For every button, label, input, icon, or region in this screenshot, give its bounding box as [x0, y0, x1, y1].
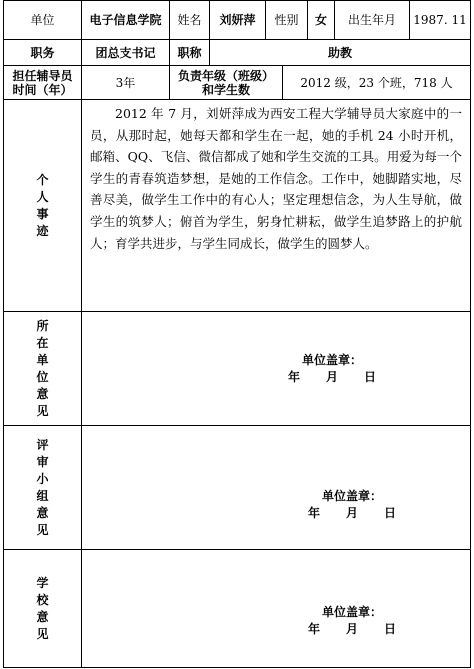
label-char: 见 [36, 626, 49, 641]
name-label [169, 0, 209, 40]
stamp-label: 单位盖章： [321, 489, 382, 503]
label-char: 所 [36, 318, 49, 333]
deeds-body [81, 100, 471, 312]
school-opinion-label [3, 550, 81, 668]
grade-value-text: 2012 级，23 个班，718 人 [300, 76, 453, 90]
grade-label [169, 66, 282, 100]
label-char: 个 [36, 172, 49, 187]
name-value [209, 0, 265, 40]
name-value-text: 刘妍萍 [219, 13, 256, 27]
title-label [169, 40, 209, 66]
panel-opinion-body [81, 426, 471, 550]
school-opinion-body [81, 550, 471, 668]
tenure-label-text: 担任辅导员时间（年） [12, 68, 73, 97]
unit-label-text: 单位 [30, 13, 55, 27]
label-char: 迹 [36, 223, 49, 238]
tenure-value [81, 66, 169, 100]
label-char: 组 [36, 488, 49, 503]
label-char: 小 [36, 471, 49, 486]
label-char: 学 [36, 575, 49, 590]
label-char: 评 [36, 437, 49, 452]
gender-value [307, 0, 334, 40]
deeds-text: 2012 年 7 月，刘妍萍成为西安工程大学辅导员大家庭中的一员，从那时起，她每天都和学生在一起，她的手机 24 小时开机，邮箱、QQ、飞信、微信都成了她和学生交流的工具。用爱为每一个学生的青春筑造梦想，是她的工作信念。工作中，她脚踏实地，尽善尽美，做学生工作中的有心人；坚定理想信念，为人生导航，做学生的筑梦人；俯首为学生，躬身忙耕耘，做学生追梦路上的护航人；育学共进步，与学生同成长，做学生的圆梦人。 [90, 106, 462, 251]
year-label: 年 [307, 622, 320, 636]
label-char: 人 [36, 189, 49, 204]
label-char: 意 [36, 386, 49, 401]
duty-label [3, 40, 81, 66]
stamp-label: 单位盖章： [301, 353, 362, 367]
unit-value-text: 电子信息学院 [89, 13, 162, 27]
day-label: 日 [384, 622, 397, 636]
label-char: 在 [36, 335, 49, 350]
label-char: 见 [36, 403, 49, 418]
label-char: 意 [36, 505, 49, 520]
label-char: 位 [36, 369, 49, 384]
unit-label [3, 0, 81, 40]
label-char: 意 [36, 609, 49, 624]
tenure-label [3, 66, 81, 100]
gender-label-text: 性别 [274, 13, 299, 27]
tenure-value-text: 3年 [115, 76, 136, 90]
stamp-label: 单位盖章： [321, 605, 382, 619]
duty-label-text: 职务 [30, 45, 55, 60]
day-label: 日 [384, 506, 397, 520]
panel-opinion-label [3, 426, 81, 550]
birth-label-text: 出生年月 [347, 13, 396, 27]
unit-opinion-body [81, 312, 471, 426]
birth-label [334, 0, 409, 40]
gender-label [265, 0, 307, 40]
label-char: 单 [36, 352, 49, 367]
date-line [282, 621, 422, 638]
birth-value-text: 1987. 11 [413, 13, 467, 27]
label-char: 事 [36, 206, 49, 221]
title-label-text: 职称 [177, 45, 202, 60]
gender-value-text: 女 [314, 13, 327, 27]
year-label: 年 [307, 506, 320, 520]
birth-value [409, 0, 471, 40]
label-char: 审 [36, 454, 49, 469]
date-line [262, 369, 402, 386]
date-line [282, 505, 422, 522]
title-value-text: 助教 [327, 45, 352, 60]
day-label: 日 [364, 370, 377, 384]
grade-label-text: 负责年级（班级）和学生数 [177, 68, 274, 97]
month-label: 月 [325, 370, 338, 384]
month-label: 月 [345, 506, 358, 520]
year-label: 年 [287, 370, 300, 384]
duty-value-text: 团总支书记 [95, 45, 156, 60]
unit-opinion-label [3, 312, 81, 426]
grade-value [282, 66, 471, 100]
label-char: 校 [36, 592, 49, 607]
panel-opinion-stamp [282, 488, 422, 522]
label-char: 见 [36, 522, 49, 537]
deeds-label [3, 100, 81, 312]
unit-value [81, 0, 169, 40]
school-opinion-stamp [282, 604, 422, 638]
month-label: 月 [345, 622, 358, 636]
duty-value [81, 40, 169, 66]
unit-opinion-stamp [262, 352, 402, 386]
name-label-text: 姓名 [177, 13, 202, 27]
title-value [209, 40, 471, 66]
